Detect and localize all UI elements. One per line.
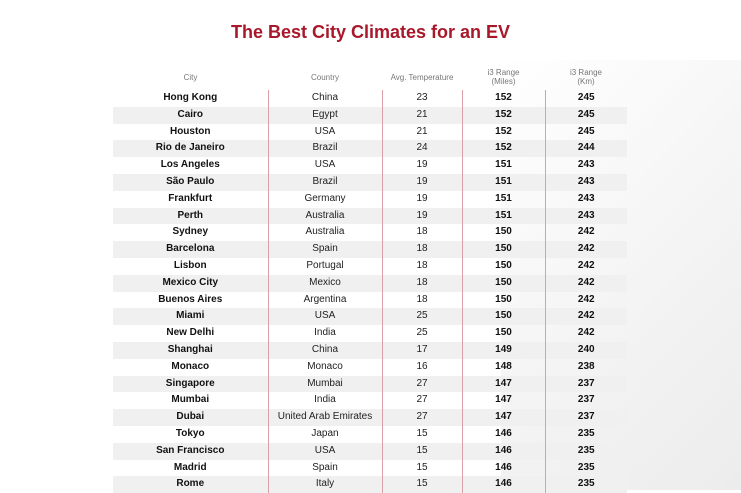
range-miles-cell: 146: [462, 460, 545, 477]
table-row: [113, 140, 627, 157]
range-km-cell: 242: [545, 224, 627, 241]
country-cell: Brazil: [268, 140, 382, 157]
table-row: [113, 476, 627, 493]
city-cell: Madrid: [173, 461, 207, 473]
range-miles-cell: 150: [462, 325, 545, 342]
range-km-cell: 235: [545, 476, 627, 493]
range-km-cell: 245: [545, 124, 627, 141]
range-miles-cell: 151: [462, 174, 545, 191]
range-km-cell: 237: [545, 376, 627, 393]
range-km-cell: 235: [545, 443, 627, 460]
range-km-cell: 244: [545, 140, 627, 157]
header-range-km-line1: i3 Range: [569, 68, 603, 77]
range-km-cell: 242: [545, 292, 627, 309]
range-miles-cell: 150: [462, 241, 545, 258]
temperature-cell: 15: [382, 460, 462, 477]
city-cell: Cairo: [113, 107, 268, 124]
temperature-cell: 27: [382, 409, 462, 426]
table-row: [113, 376, 627, 393]
range-miles-cell: 152: [462, 90, 545, 107]
table-row: [113, 342, 627, 359]
country-cell: India: [268, 325, 382, 342]
range-miles-cell: 146: [462, 443, 545, 460]
table-row: [113, 460, 627, 477]
country-cell: USA: [268, 443, 382, 460]
country-cell: Australia: [268, 208, 382, 225]
range-km-cell: 243: [545, 208, 627, 225]
temperature-cell: 16: [382, 359, 462, 376]
country-cell: Portugal: [268, 258, 382, 275]
country-cell: USA: [268, 157, 382, 174]
range-miles-cell: 147: [462, 392, 545, 409]
city-cell: Mexico City: [113, 275, 268, 292]
table-row: [113, 258, 627, 275]
range-miles-cell: 150: [462, 224, 545, 241]
range-miles-cell: 151: [462, 157, 545, 174]
city-cell: Los Angeles: [160, 159, 220, 171]
temperature-cell: 18: [382, 292, 462, 309]
city-cell: Barcelona: [113, 241, 268, 258]
table-row: [113, 191, 627, 208]
country-cell: United Arab Emirates: [268, 409, 382, 426]
temperature-cell: 17: [382, 342, 462, 359]
header-range-miles-line2: (Miles): [491, 77, 516, 86]
city-cell: Lisbon: [173, 259, 207, 271]
table-row: [113, 392, 627, 409]
city-cell: Mumbai: [171, 394, 210, 406]
table-row: [113, 443, 627, 460]
country-cell: China: [268, 342, 382, 359]
country-cell: Argentina: [268, 292, 382, 309]
city-cell: Perth: [113, 208, 268, 225]
table-row: [113, 124, 627, 141]
range-miles-cell: 147: [462, 409, 545, 426]
range-km-cell: 242: [545, 308, 627, 325]
temperature-cell: 21: [382, 107, 462, 124]
table-row: [113, 409, 627, 426]
temperature-cell: 24: [382, 140, 462, 157]
range-miles-cell: 150: [462, 275, 545, 292]
header-range-miles: [462, 64, 545, 90]
city-cell: São Paulo: [113, 174, 268, 191]
city-cell: Tokyo: [175, 427, 205, 439]
country-cell: Italy: [268, 476, 382, 493]
range-miles-cell: 152: [462, 124, 545, 141]
table-row: [113, 90, 627, 107]
temperature-cell: 21: [382, 124, 462, 141]
temperature-cell: 15: [382, 476, 462, 493]
header-range-miles-line1: i3 Range: [487, 68, 520, 77]
climate-table-container: [113, 64, 627, 493]
city-cell: Rio de Janeiro: [113, 140, 268, 157]
range-km-cell: 245: [545, 107, 627, 124]
temperature-cell: 15: [382, 443, 462, 460]
header-city: City: [183, 72, 198, 82]
temperature-cell: 18: [382, 241, 462, 258]
range-miles-cell: 147: [462, 376, 545, 393]
range-miles-cell: 149: [462, 342, 545, 359]
header-range-km-line2: (Km): [577, 77, 595, 86]
city-cell: Shanghai: [113, 342, 268, 359]
country-cell: Australia: [268, 224, 382, 241]
range-km-cell: 242: [545, 258, 627, 275]
city-cell: New Delhi: [166, 327, 215, 339]
range-miles-cell: 150: [462, 292, 545, 309]
table-row: [113, 107, 627, 124]
table-header-row: [113, 64, 627, 90]
range-miles-cell: 148: [462, 359, 545, 376]
header-avg-temperature: Avg. Temperature: [390, 72, 454, 82]
temperature-cell: 25: [382, 308, 462, 325]
table-row: [113, 224, 627, 241]
country-cell: Monaco: [268, 359, 382, 376]
range-km-cell: 240: [545, 342, 627, 359]
table-row: [113, 426, 627, 443]
climate-table: [113, 64, 627, 493]
table-body: [113, 90, 627, 493]
city-cell: Sydney: [172, 226, 209, 238]
country-cell: Spain: [268, 241, 382, 258]
city-cell: Miami: [113, 308, 268, 325]
temperature-cell: 19: [382, 174, 462, 191]
table-row: [113, 241, 627, 258]
range-km-cell: 242: [545, 275, 627, 292]
country-cell: USA: [268, 124, 382, 141]
range-km-cell: 243: [545, 191, 627, 208]
temperature-cell: 18: [382, 275, 462, 292]
country-cell: Mexico: [268, 275, 382, 292]
range-km-cell: 237: [545, 392, 627, 409]
table-row: [113, 308, 627, 325]
temperature-cell: 18: [382, 258, 462, 275]
temperature-cell: 27: [382, 376, 462, 393]
range-miles-cell: 150: [462, 308, 545, 325]
city-cell: Dubai: [113, 409, 268, 426]
table-row: [113, 275, 627, 292]
city-cell: Singapore: [113, 376, 268, 393]
temperature-cell: 23: [382, 90, 462, 107]
range-miles-cell: 146: [462, 476, 545, 493]
city-cell: Buenos Aires: [158, 293, 223, 305]
range-miles-cell: 150: [462, 258, 545, 275]
range-miles-cell: 152: [462, 140, 545, 157]
range-km-cell: 243: [545, 174, 627, 191]
range-km-cell: 242: [545, 325, 627, 342]
table-row: [113, 208, 627, 225]
temperature-cell: 19: [382, 157, 462, 174]
range-km-cell: 237: [545, 409, 627, 426]
range-km-cell: 238: [545, 359, 627, 376]
table-row: [113, 359, 627, 376]
temperature-cell: 19: [382, 191, 462, 208]
country-cell: Brazil: [268, 174, 382, 191]
country-cell: Spain: [268, 460, 382, 477]
country-cell: Germany: [268, 191, 382, 208]
header-range-km: [545, 64, 627, 90]
city-cell: Monaco: [171, 360, 210, 372]
temperature-cell: 27: [382, 392, 462, 409]
city-cell: Hong Kong: [163, 92, 218, 103]
temperature-cell: 25: [382, 325, 462, 342]
temperature-cell: 18: [382, 224, 462, 241]
range-km-cell: 243: [545, 157, 627, 174]
country-cell: Egypt: [268, 107, 382, 124]
range-miles-cell: 151: [462, 208, 545, 225]
city-cell: San Francisco: [113, 443, 268, 460]
chart-title: The Best City Climates for an EV: [230, 22, 511, 42]
range-km-cell: 242: [545, 241, 627, 258]
city-cell: Houston: [169, 125, 211, 137]
city-cell: Frankfurt: [168, 192, 213, 204]
table-row: [113, 292, 627, 309]
country-cell: Japan: [268, 426, 382, 443]
header-country: Country: [310, 72, 339, 82]
range-miles-cell: 146: [462, 426, 545, 443]
range-km-cell: 235: [545, 460, 627, 477]
temperature-cell: 19: [382, 208, 462, 225]
table-row: [113, 157, 627, 174]
city-cell: Rome: [113, 476, 268, 493]
country-cell: India: [268, 392, 382, 409]
range-miles-cell: 151: [462, 191, 545, 208]
range-km-cell: 235: [545, 426, 627, 443]
country-cell: USA: [268, 308, 382, 325]
range-miles-cell: 152: [462, 107, 545, 124]
table-row: [113, 174, 627, 191]
range-km-cell: 245: [545, 90, 627, 107]
table-row: [113, 325, 627, 342]
country-cell: China: [268, 90, 382, 107]
temperature-cell: 15: [382, 426, 462, 443]
country-cell: Mumbai: [268, 376, 382, 393]
